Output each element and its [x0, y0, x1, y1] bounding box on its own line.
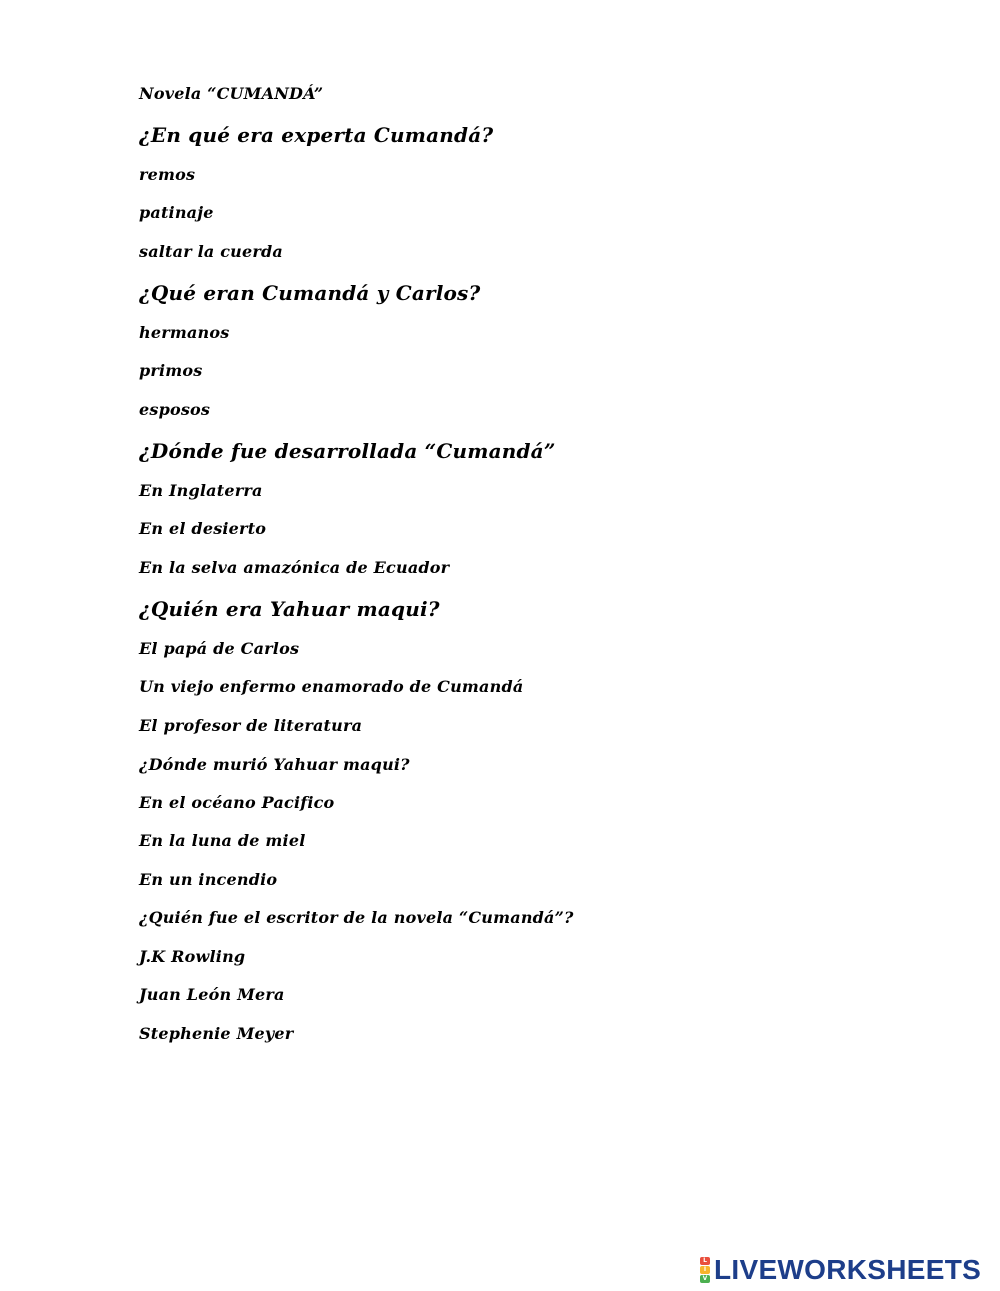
option-3-2[interactable]: En el desierto [139, 519, 267, 538]
liveworksheets-logo-icon [700, 1257, 710, 1283]
question-2: ¿Qué eran Cumandá y Carlos? [139, 281, 481, 305]
option-1-2[interactable]: patinaje [139, 203, 214, 222]
option-2-2[interactable]: primos [139, 361, 203, 380]
option-6-3[interactable]: Stephenie Meyer [139, 1024, 294, 1043]
option-6-2[interactable]: Juan León Mera [139, 985, 285, 1004]
option-2-1[interactable]: hermanos [139, 323, 230, 342]
option-4-2[interactable]: Un viejo enfermo enamorado de Cumandá [139, 677, 524, 696]
option-5-1[interactable]: En el océano Pacifico [139, 793, 335, 812]
question-4: ¿Quién era Yahuar maqui? [139, 597, 440, 621]
logo-letter-l: L [700, 1257, 710, 1265]
option-5-2[interactable]: En la luna de miel [139, 831, 306, 850]
option-1-1[interactable]: remos [139, 165, 196, 184]
option-6-1[interactable]: J.K Rowling [139, 947, 246, 966]
question-6: ¿Quién fue el escritor de la novela “Cumandá”? [139, 908, 574, 927]
question-5: ¿Dónde murió Yahuar maqui? [139, 755, 410, 774]
liveworksheets-brand [700, 1254, 981, 1286]
option-3-1[interactable]: En Inglaterra [139, 481, 263, 500]
option-4-3[interactable]: El profesor de literatura [139, 716, 363, 735]
logo-letter-v: V [700, 1275, 710, 1283]
option-2-3[interactable]: esposos [139, 400, 211, 419]
option-1-3[interactable]: saltar la cuerda [139, 242, 283, 261]
option-5-3[interactable]: En un incendio [139, 870, 278, 889]
logo-letter-i: I [700, 1266, 710, 1274]
brand-name: LIVEWORKSHEETS [714, 1254, 982, 1285]
option-3-3[interactable]: En la selva amazónica de Ecuador [139, 558, 450, 577]
question-3: ¿Dónde fue desarrollada “Cumandá” [139, 439, 556, 463]
document-title: Novela “CUMANDÁ” [139, 84, 324, 103]
option-4-1[interactable]: El papá de Carlos [139, 639, 300, 658]
question-1: ¿En qué era experta Cumandá? [139, 123, 494, 147]
